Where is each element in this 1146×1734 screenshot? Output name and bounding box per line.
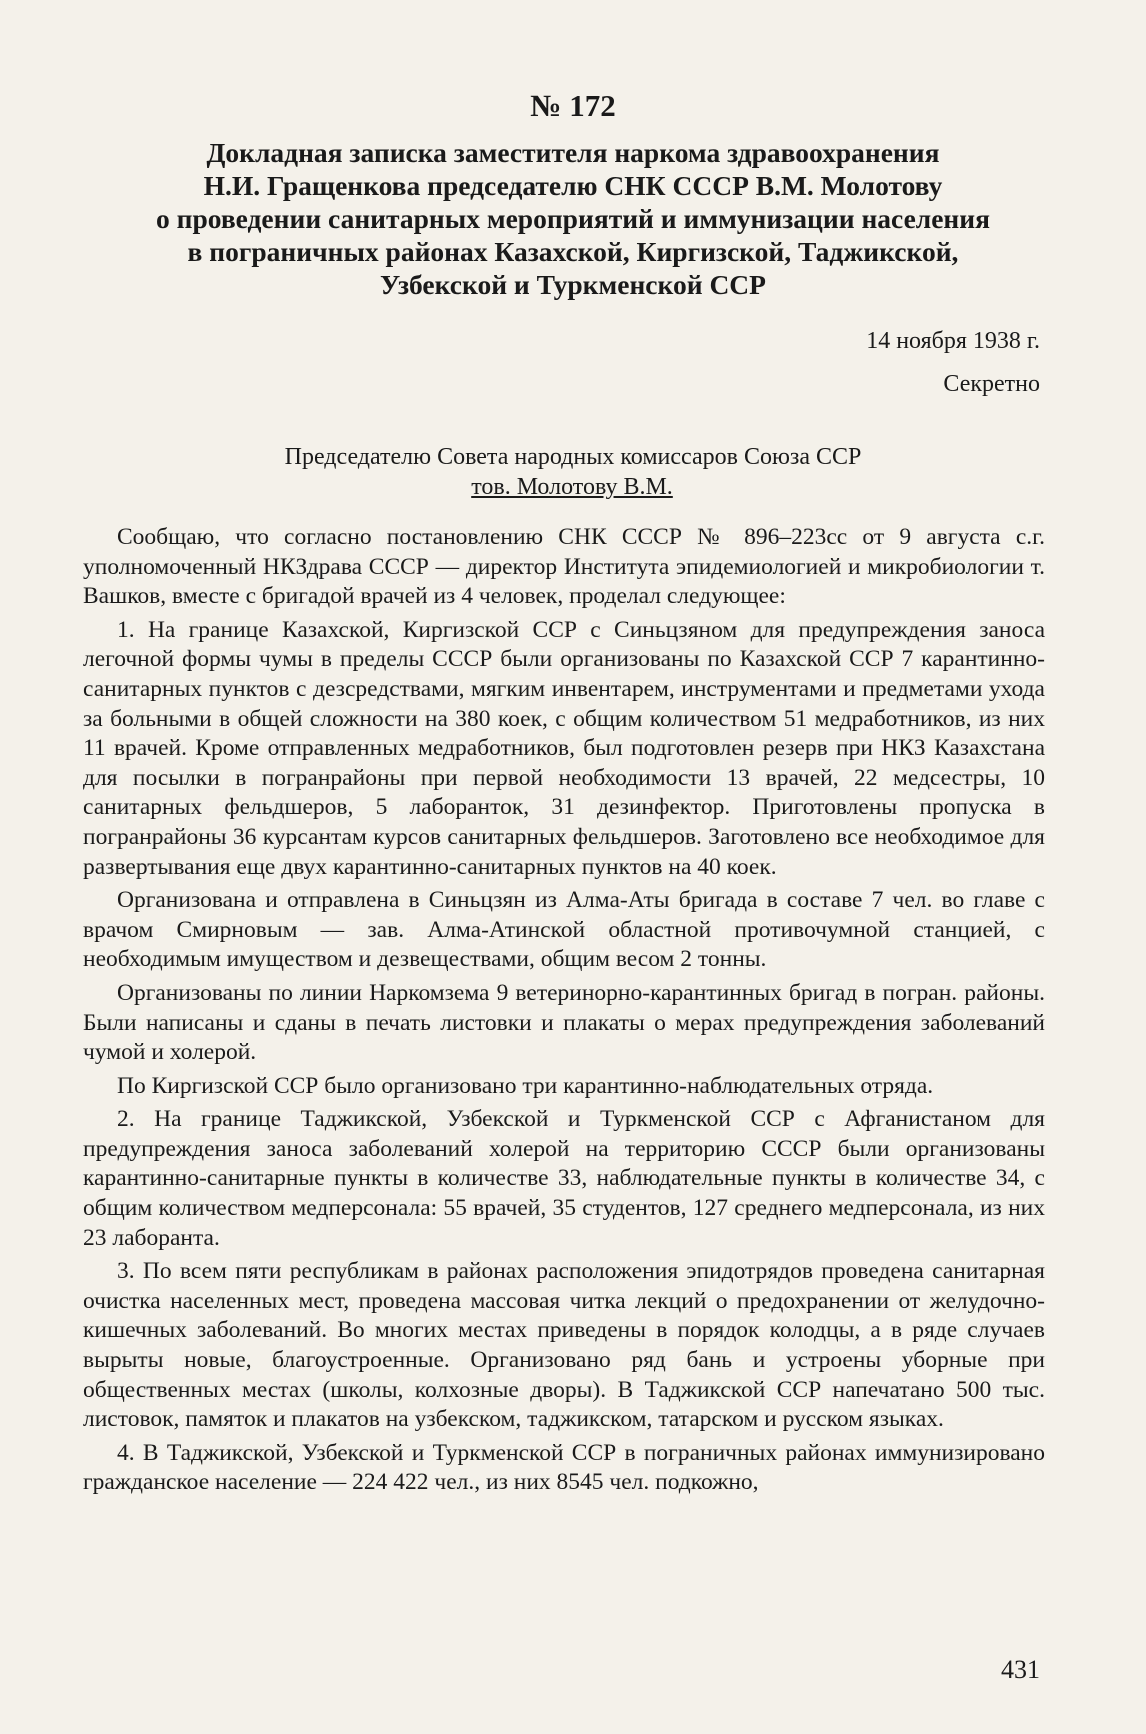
- paragraph: 2. На границе Таджикской, Узбекской и Туркменской ССР с Афганистаном для предупреждения заноса заболеваний холерой на территорию СССР были организованы карантинно-санитарные пункты в количестве 33, наблюдательные пункты в количестве 34, с общим количеством медперсонала: 55 врачей, 35 студентов, 127 среднего медперсонала, из них 23 лаборанта.: [83, 1106, 1045, 1251]
- document-number: № 172: [530, 88, 616, 123]
- paragraph: По Киргизской ССР было организовано три карантинно-наблюдательных отряда.: [117, 1072, 934, 1099]
- page-number: 431: [1001, 1655, 1040, 1684]
- paragraph: Сообщаю, что согласно постановлению СНК СССР № 896–223сс от 9 августа с.г. уполномоченный НКЗдрава СССР — директор Института эпидемиологией и микробиологии т. Вашков, вместе с бригадой врачей из 4 человек, проделал следующее:: [83, 524, 1045, 610]
- title-line: Узбекской и Туркменской ССР: [380, 269, 766, 300]
- addressee-title: Председателю Совета народных комиссаров Союза ССР: [284, 444, 862, 470]
- classification-mark: Секретно: [943, 371, 1040, 397]
- paragraph: 3. По всем пяти республикам в районах расположения эпидотрядов проведена санитарная очистка населенных мест, проведена массовая читка лекций о предохранении от желудочно-кишечных заболеваний. Во многих местах приведены в порядок колодцы, а в ряде случаев вырыты новые, благоустроенные. Организовано ряд бань и устроены уборные при общественных местах (школы, колхозные дворы). В Таджикской ССР напечатано 500 тыс. листовок, памяток и плакатов на узбекском, таджикском, татарском и русском языках.: [83, 1258, 1045, 1433]
- document-body: [83, 523, 1045, 1498]
- paragraph: Организована и отправлена в Синьцзян из Алма-Аты бригада в составе 7 чел. во главе с врачом Смирновым — зав. Алма-Атинской областной противочумной станцией, с необходимым имуществом и дезвеществами, общим весом 2 тонны.: [83, 887, 1045, 973]
- title-line: о проведении санитарных мероприятий и иммунизации населения: [156, 203, 990, 234]
- addressee: [0, 442, 1146, 502]
- title-line: Н.И. Гращенкова председателю СНК СССР В.М. Молотову: [203, 170, 943, 201]
- document-title: [80, 136, 1066, 301]
- addressee-name: тов. Молотову В.М.: [471, 474, 673, 500]
- document-date: 14 ноября 1938 г.: [866, 328, 1040, 354]
- title-line: в пограничных районах Казахской, Киргизской, Таджикской,: [187, 236, 959, 267]
- paragraph: 4. В Таджикской, Узбекской и Туркменской ССР в пограничных районах иммунизировано гражданское население — 224 422 чел., из них 8545 чел. подкожно,: [83, 1439, 1045, 1496]
- title-line: Докладная записка заместителя наркома здравоохранения: [206, 137, 940, 168]
- paragraph: 1. На границе Казахской, Киргизской ССР с Синьцзяном для предупреждения заноса легочной формы чумы в пределы СССР были организованы по Казахской ССР 7 карантинно-санитарных пунктов с дезсредствами, мягким инвентарем, инструментами и предметами ухода за больными в общей сложности на 380 коек, с общим количеством 51 медработников, из них 11 врачей. Кроме отправленных медработников, был подготовлен резерв при НКЗ Казахстана для посылки в погранрайоны при первой необходимости 13 врачей, 22 медсестры, 10 санитарных фельдшеров, 5 лаборанток, 31 дезинфектор. Приготовлены пропуска в погранрайоны 36 курсантам курсов санитарных фельдшеров. Заготовлено все необходимое для развертывания еще двух карантинно-санитарных пунктов на 40 коек.: [83, 616, 1045, 880]
- paragraph: Организованы по линии Наркомзема 9 ветеринорно-карантинных бригад в погран. районы. Были написаны и сданы в печать листовки и плакаты о мерах предупреждения заболеваний чумой и холерой.: [83, 979, 1045, 1066]
